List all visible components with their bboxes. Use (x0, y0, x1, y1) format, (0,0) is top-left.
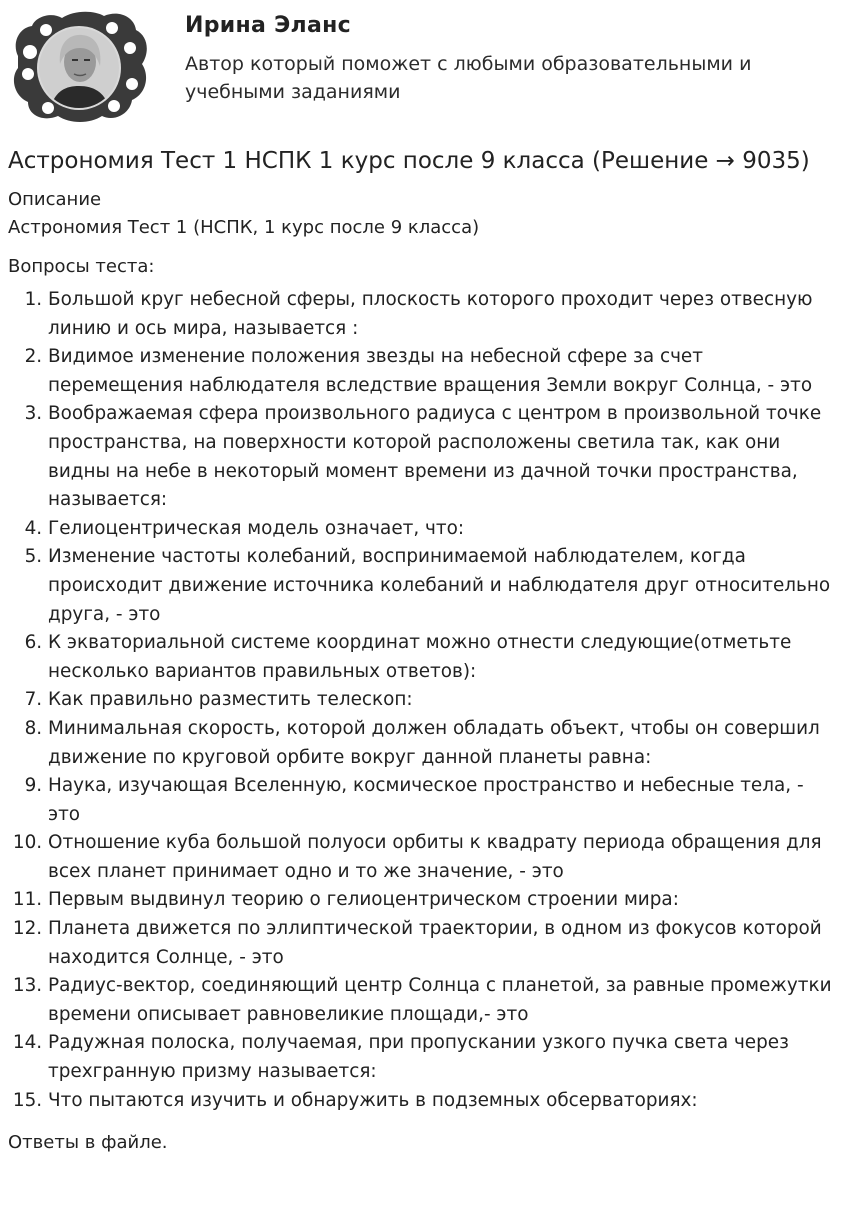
question-item: 3. Воображаемая сфера произвольного радиуса с центром в произвольной точке пространства, на поверхности которой расположены светила так, как они видны на небе в некоторый момент времени из дачной точки пространства, называется: (48, 400, 840, 514)
main-content (8, 146, 840, 1157)
question-item: 6. К экваториальной системе координат можно отнести следующие(отметьте несколько вариантов правильных ответов): (48, 629, 840, 686)
question-item: 10. Отношение куба большой полуоси орбиты к квадрату периода обращения для всех планет принимает одно и то же значение, - это (48, 829, 840, 886)
question-item: 8. Минимальная скорость, которой должен обладать объект, чтобы он совершил движение по круговой орбите вокруг данной планеты равна: (48, 715, 840, 772)
author-avatar[interactable] (8, 8, 150, 126)
author-name[interactable]: Ирина Эланс (185, 13, 351, 38)
question-item: 14. Радужная полоска, получаемая, при пропускании узкого пучка света через трехгранную призму называется: (48, 1029, 840, 1086)
description-text: Астрономия Тест 1 (НСПК, 1 курс после 9 класса) (8, 217, 480, 238)
page-title: Астрономия Тест 1 НСПК 1 курс после 9 класса (Решение → 9035) (8, 148, 810, 174)
question-item: 13. Радиус-вектор, соединяющий центр Солнца с планетой, за равные промежутки времени описывает равновеликие площади,- это (48, 972, 840, 1029)
description-label: Описание (8, 189, 102, 210)
questions-list (8, 286, 840, 1115)
question-item: 4. Гелиоцентрическая модель означает, что: (48, 515, 840, 544)
question-item: 7. Как правильно разместить телескоп: (48, 686, 840, 715)
question-item: 5. Изменение частоты колебаний, воспринимаемой наблюдателем, когда происходит движение источника колебаний и наблюдателя друг относительно друга, - это (48, 543, 840, 629)
author-header (0, 0, 847, 140)
question-item: 1. Большой круг небесной сферы, плоскость которого проходит через отвесную линию и ось мира, называется : (48, 286, 840, 343)
question-item: 12. Планета движется по эллиптической траектории, в одном из фокусов которой находится Солнце, - это (48, 915, 840, 972)
question-item: 11. Первым выдвинул теорию о гелиоцентрическом строении мира: (48, 886, 840, 915)
question-item: 15. Что пытаются изучить и обнаружить в подземных обсерваториях: (48, 1087, 840, 1116)
questions-label: Вопросы теста: (8, 256, 155, 277)
question-item: 2. Видимое изменение положения звезды на небесной сфере за счет перемещения наблюдателя вследствие вращения Земли вокруг Солнца, - это (48, 343, 840, 400)
author-description: Автор который поможет с любыми образовательными и учебными заданиями (185, 53, 752, 103)
question-item: 9. Наука, изучающая Вселенную, космическое пространство и небесные тела, - это (48, 772, 840, 829)
answers-note: Ответы в файле. (8, 1132, 168, 1154)
